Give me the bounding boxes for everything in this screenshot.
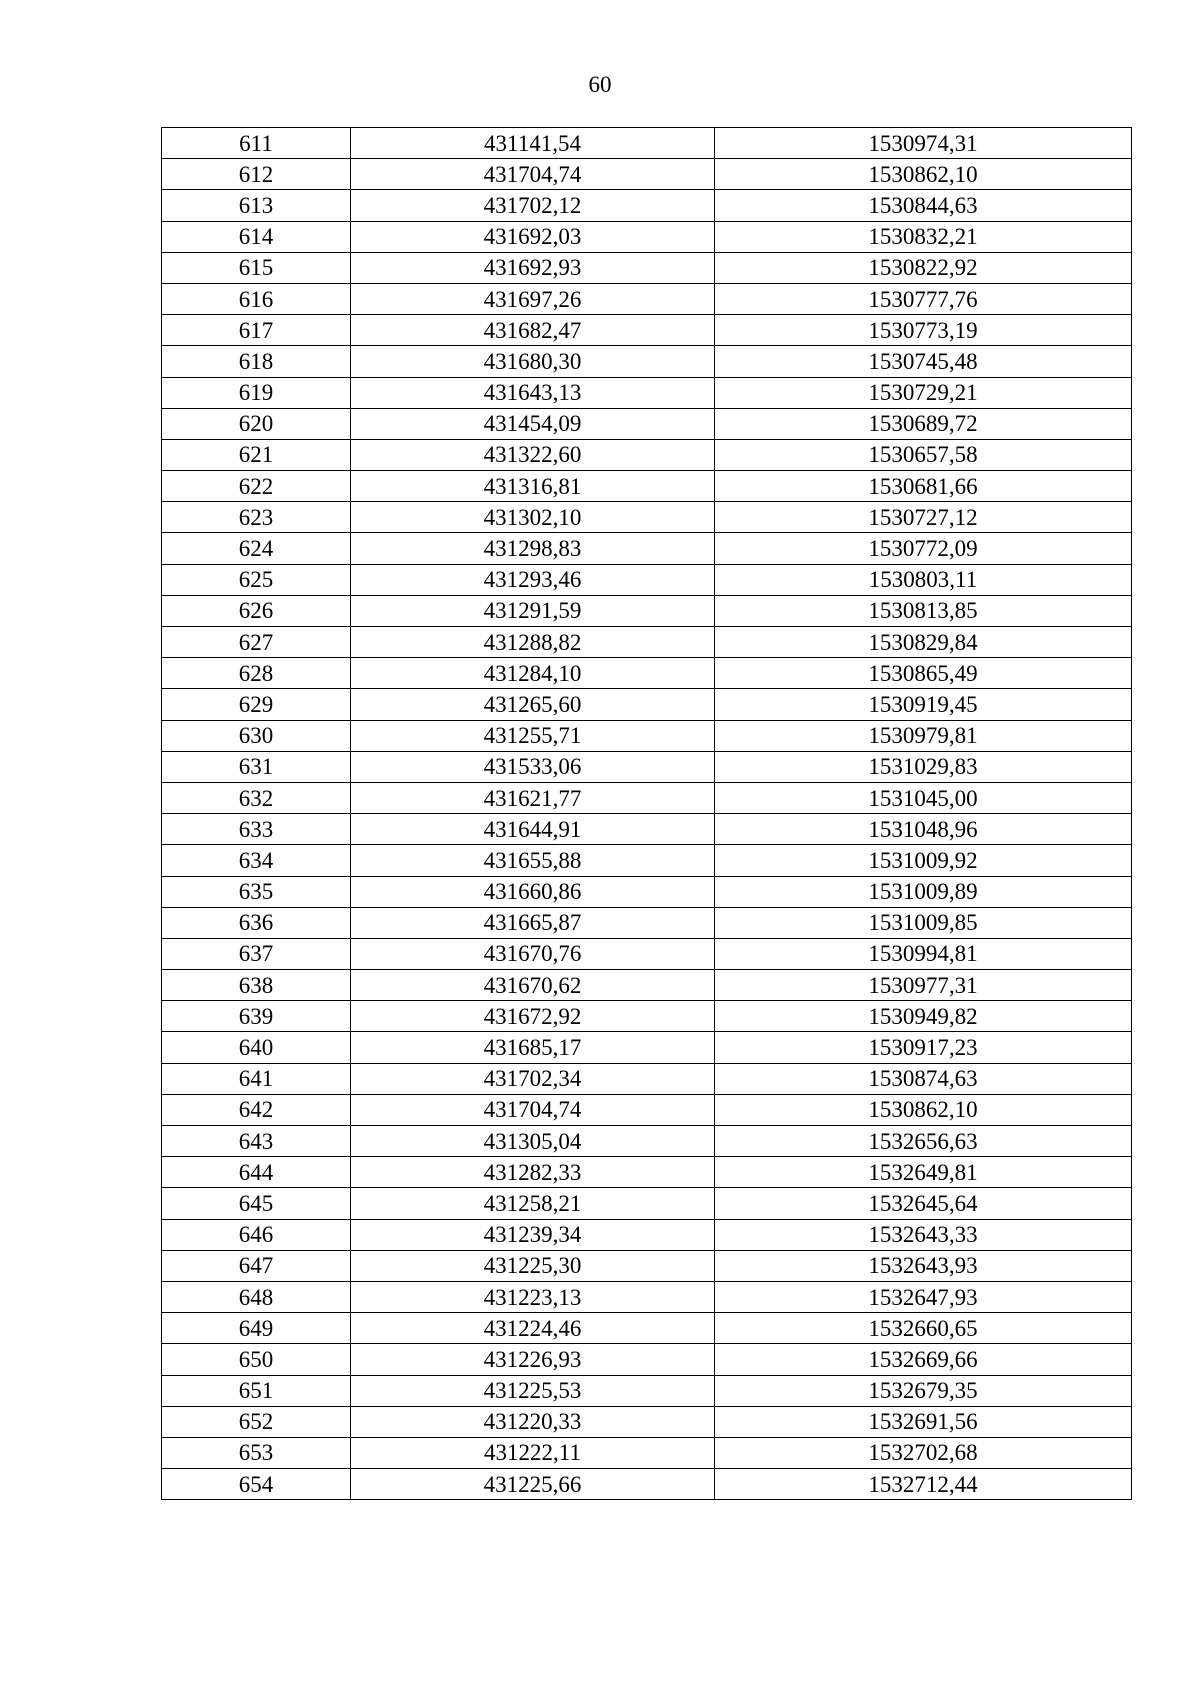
table-row — [162, 720, 1132, 751]
y-coordinate-cell: 1531009,85 — [715, 907, 1132, 938]
point-number-cell: 632 — [162, 782, 351, 813]
y-coordinate-cell: 1530862,10 — [715, 1094, 1132, 1125]
point-number-cell: 636 — [162, 907, 351, 938]
point-number-cell: 622 — [162, 471, 351, 502]
x-coordinate-cell: 431680,30 — [351, 346, 715, 377]
point-number-cell: 618 — [162, 346, 351, 377]
point-number-cell: 638 — [162, 970, 351, 1001]
x-coordinate-cell: 431704,74 — [351, 1094, 715, 1125]
point-number-cell: 652 — [162, 1406, 351, 1437]
y-coordinate-cell: 1530727,12 — [715, 502, 1132, 533]
table-row — [162, 1157, 1132, 1188]
table-row — [162, 1094, 1132, 1125]
y-coordinate-cell: 1530994,81 — [715, 938, 1132, 969]
point-number-cell: 650 — [162, 1344, 351, 1375]
coordinates-table — [161, 127, 1132, 1500]
page-number: 60 — [588, 72, 612, 97]
point-number-cell: 631 — [162, 751, 351, 782]
point-number-cell: 613 — [162, 190, 351, 221]
point-number-cell: 629 — [162, 689, 351, 720]
table-row — [162, 190, 1132, 221]
point-number-cell: 648 — [162, 1281, 351, 1312]
point-number-cell: 616 — [162, 283, 351, 314]
x-coordinate-cell: 431660,86 — [351, 876, 715, 907]
table-row — [162, 564, 1132, 595]
y-coordinate-cell: 1530949,82 — [715, 1001, 1132, 1032]
x-coordinate-cell: 431316,81 — [351, 471, 715, 502]
point-number-cell: 619 — [162, 377, 351, 408]
point-number-cell: 641 — [162, 1063, 351, 1094]
y-coordinate-cell: 1532643,33 — [715, 1219, 1132, 1250]
y-coordinate-cell: 1530772,09 — [715, 533, 1132, 564]
x-coordinate-cell: 431305,04 — [351, 1126, 715, 1157]
y-coordinate-cell: 1530917,23 — [715, 1032, 1132, 1063]
x-coordinate-cell: 431704,74 — [351, 159, 715, 190]
y-coordinate-cell: 1531009,92 — [715, 845, 1132, 876]
point-number-cell: 615 — [162, 252, 351, 283]
x-coordinate-cell: 431255,71 — [351, 720, 715, 751]
x-coordinate-cell: 431288,82 — [351, 627, 715, 658]
table-row — [162, 221, 1132, 252]
x-coordinate-cell: 431282,33 — [351, 1157, 715, 1188]
x-coordinate-cell: 431702,34 — [351, 1063, 715, 1094]
point-number-cell: 644 — [162, 1157, 351, 1188]
point-number-cell: 624 — [162, 533, 351, 564]
table-row — [162, 782, 1132, 813]
y-coordinate-cell: 1530803,11 — [715, 564, 1132, 595]
y-coordinate-cell: 1530689,72 — [715, 408, 1132, 439]
table-row — [162, 1313, 1132, 1344]
x-coordinate-cell: 431258,21 — [351, 1188, 715, 1219]
table-row — [162, 315, 1132, 346]
x-coordinate-cell: 431682,47 — [351, 315, 715, 346]
table-row — [162, 970, 1132, 1001]
y-coordinate-cell: 1532656,63 — [715, 1126, 1132, 1157]
x-coordinate-cell: 431670,76 — [351, 938, 715, 969]
table-row — [162, 1281, 1132, 1312]
y-coordinate-cell: 1532669,66 — [715, 1344, 1132, 1375]
table-row — [162, 471, 1132, 502]
y-coordinate-cell: 1532691,56 — [715, 1406, 1132, 1437]
point-number-cell: 617 — [162, 315, 351, 346]
y-coordinate-cell: 1530681,66 — [715, 471, 1132, 502]
point-number-cell: 626 — [162, 595, 351, 626]
table-row — [162, 751, 1132, 782]
point-number-cell: 649 — [162, 1313, 351, 1344]
x-coordinate-cell: 431225,66 — [351, 1469, 715, 1500]
y-coordinate-cell: 1532679,35 — [715, 1375, 1132, 1406]
table-row — [162, 1437, 1132, 1468]
table-row — [162, 346, 1132, 377]
point-number-cell: 643 — [162, 1126, 351, 1157]
y-coordinate-cell: 1530729,21 — [715, 377, 1132, 408]
x-coordinate-cell: 431685,17 — [351, 1032, 715, 1063]
table-row — [162, 408, 1132, 439]
table-row — [162, 845, 1132, 876]
point-number-cell: 639 — [162, 1001, 351, 1032]
y-coordinate-cell: 1531048,96 — [715, 814, 1132, 845]
point-number-cell: 611 — [162, 128, 351, 159]
point-number-cell: 612 — [162, 159, 351, 190]
y-coordinate-cell: 1530829,84 — [715, 627, 1132, 658]
x-coordinate-cell: 431225,30 — [351, 1250, 715, 1281]
y-coordinate-cell: 1532660,65 — [715, 1313, 1132, 1344]
x-coordinate-cell: 431692,03 — [351, 221, 715, 252]
table-row — [162, 252, 1132, 283]
table-row — [162, 159, 1132, 190]
point-number-cell: 646 — [162, 1219, 351, 1250]
x-coordinate-cell: 431224,46 — [351, 1313, 715, 1344]
x-coordinate-cell: 431239,34 — [351, 1219, 715, 1250]
table-row — [162, 533, 1132, 564]
table-row — [162, 1032, 1132, 1063]
y-coordinate-cell: 1532702,68 — [715, 1437, 1132, 1468]
x-coordinate-cell: 431302,10 — [351, 502, 715, 533]
table-row — [162, 658, 1132, 689]
point-number-cell: 630 — [162, 720, 351, 751]
table-row — [162, 128, 1132, 159]
y-coordinate-cell: 1530977,31 — [715, 970, 1132, 1001]
table-row — [162, 1001, 1132, 1032]
x-coordinate-cell: 431222,11 — [351, 1437, 715, 1468]
x-coordinate-cell: 431454,09 — [351, 408, 715, 439]
table-row — [162, 938, 1132, 969]
x-coordinate-cell: 431223,13 — [351, 1281, 715, 1312]
y-coordinate-cell: 1532647,93 — [715, 1281, 1132, 1312]
table-row — [162, 907, 1132, 938]
x-coordinate-cell: 431655,88 — [351, 845, 715, 876]
y-coordinate-cell: 1531009,89 — [715, 876, 1132, 907]
x-coordinate-cell: 431621,77 — [351, 782, 715, 813]
x-coordinate-cell: 431697,26 — [351, 283, 715, 314]
y-coordinate-cell: 1530777,76 — [715, 283, 1132, 314]
point-number-cell: 637 — [162, 938, 351, 969]
x-coordinate-cell: 431665,87 — [351, 907, 715, 938]
y-coordinate-cell: 1530862,10 — [715, 159, 1132, 190]
coordinates-table-body — [162, 128, 1132, 1500]
x-coordinate-cell: 431692,93 — [351, 252, 715, 283]
y-coordinate-cell: 1530832,21 — [715, 221, 1132, 252]
x-coordinate-cell: 431141,54 — [351, 128, 715, 159]
y-coordinate-cell: 1530745,48 — [715, 346, 1132, 377]
y-coordinate-cell: 1530979,81 — [715, 720, 1132, 751]
table-row — [162, 1188, 1132, 1219]
point-number-cell: 635 — [162, 876, 351, 907]
x-coordinate-cell: 431644,91 — [351, 814, 715, 845]
table-row — [162, 439, 1132, 470]
table-row — [162, 1063, 1132, 1094]
x-coordinate-cell: 431293,46 — [351, 564, 715, 595]
y-coordinate-cell: 1530874,63 — [715, 1063, 1132, 1094]
x-coordinate-cell: 431533,06 — [351, 751, 715, 782]
y-coordinate-cell: 1530844,63 — [715, 190, 1132, 221]
y-coordinate-cell: 1532645,64 — [715, 1188, 1132, 1219]
table-row — [162, 689, 1132, 720]
x-coordinate-cell: 431298,83 — [351, 533, 715, 564]
point-number-cell: 647 — [162, 1250, 351, 1281]
table-row — [162, 1344, 1132, 1375]
point-number-cell: 654 — [162, 1469, 351, 1500]
y-coordinate-cell: 1530865,49 — [715, 658, 1132, 689]
table-row — [162, 814, 1132, 845]
y-coordinate-cell: 1532643,93 — [715, 1250, 1132, 1281]
point-number-cell: 625 — [162, 564, 351, 595]
y-coordinate-cell: 1530773,19 — [715, 315, 1132, 346]
table-row — [162, 627, 1132, 658]
table-row — [162, 1375, 1132, 1406]
point-number-cell: 614 — [162, 221, 351, 252]
y-coordinate-cell: 1530813,85 — [715, 595, 1132, 626]
table-row — [162, 1469, 1132, 1500]
point-number-cell: 642 — [162, 1094, 351, 1125]
x-coordinate-cell: 431291,59 — [351, 595, 715, 626]
x-coordinate-cell: 431670,62 — [351, 970, 715, 1001]
table-row — [162, 502, 1132, 533]
table-row — [162, 1250, 1132, 1281]
table-row — [162, 1126, 1132, 1157]
x-coordinate-cell: 431284,10 — [351, 658, 715, 689]
point-number-cell: 634 — [162, 845, 351, 876]
table-row — [162, 1219, 1132, 1250]
y-coordinate-cell: 1530974,31 — [715, 128, 1132, 159]
x-coordinate-cell: 431702,12 — [351, 190, 715, 221]
table-row — [162, 595, 1132, 626]
y-coordinate-cell: 1532649,81 — [715, 1157, 1132, 1188]
y-coordinate-cell: 1530822,92 — [715, 252, 1132, 283]
table-row — [162, 283, 1132, 314]
x-coordinate-cell: 431220,33 — [351, 1406, 715, 1437]
point-number-cell: 633 — [162, 814, 351, 845]
point-number-cell: 653 — [162, 1437, 351, 1468]
y-coordinate-cell: 1530657,58 — [715, 439, 1132, 470]
y-coordinate-cell: 1531029,83 — [715, 751, 1132, 782]
x-coordinate-cell: 431226,93 — [351, 1344, 715, 1375]
x-coordinate-cell: 431643,13 — [351, 377, 715, 408]
point-number-cell: 628 — [162, 658, 351, 689]
point-number-cell: 621 — [162, 439, 351, 470]
table-row — [162, 377, 1132, 408]
point-number-cell: 640 — [162, 1032, 351, 1063]
table-row — [162, 1406, 1132, 1437]
x-coordinate-cell: 431322,60 — [351, 439, 715, 470]
point-number-cell: 651 — [162, 1375, 351, 1406]
point-number-cell: 623 — [162, 502, 351, 533]
point-number-cell: 627 — [162, 627, 351, 658]
point-number-cell: 645 — [162, 1188, 351, 1219]
x-coordinate-cell: 431225,53 — [351, 1375, 715, 1406]
x-coordinate-cell: 431672,92 — [351, 1001, 715, 1032]
y-coordinate-cell: 1532712,44 — [715, 1469, 1132, 1500]
table-row — [162, 876, 1132, 907]
point-number-cell: 620 — [162, 408, 351, 439]
y-coordinate-cell: 1531045,00 — [715, 782, 1132, 813]
y-coordinate-cell: 1530919,45 — [715, 689, 1132, 720]
x-coordinate-cell: 431265,60 — [351, 689, 715, 720]
